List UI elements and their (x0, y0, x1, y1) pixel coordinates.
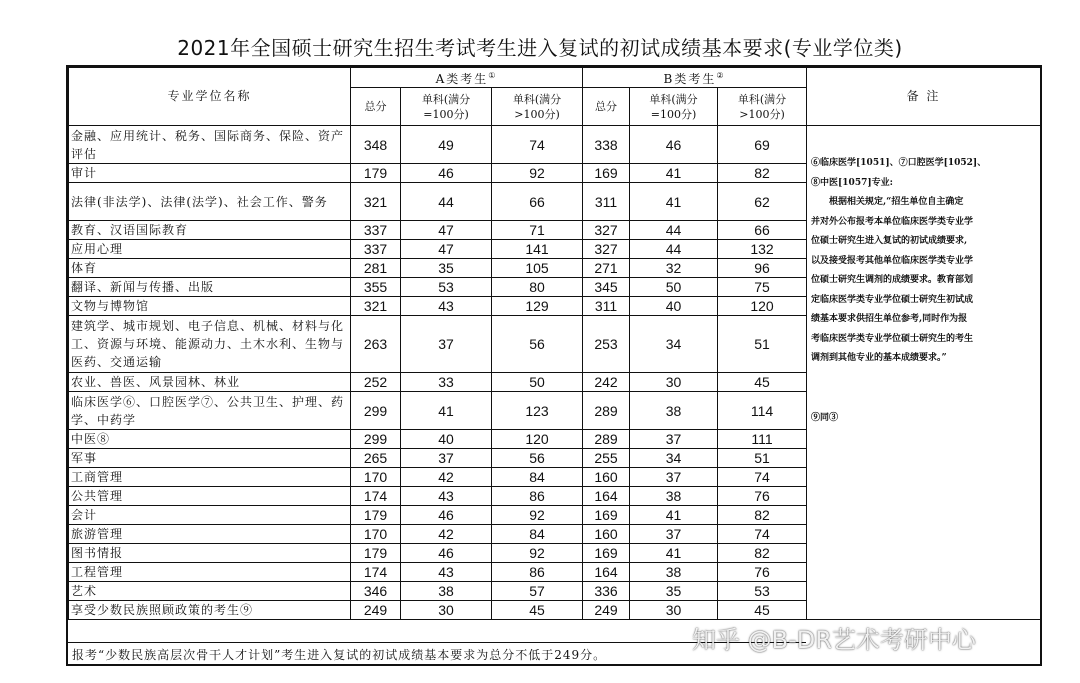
header-group-a: A类考生① (351, 68, 583, 88)
score-b-total: 160 (583, 468, 630, 487)
major-name: 会计 (69, 506, 351, 525)
score-a-total: 355 (351, 278, 401, 297)
score-a-s2: 56 (492, 449, 583, 468)
score-a-total: 179 (351, 544, 401, 563)
header-b-single-100: 单科(满分 =100分) (630, 88, 718, 126)
header-group-b: B类考生② (583, 68, 807, 88)
score-b-s2: 62 (718, 183, 807, 221)
notes-line: 根据相关规定,“招生单位自主确定 (811, 197, 964, 207)
score-b-total: 271 (583, 259, 630, 278)
major-name: 建筑学、城市规划、电子信息、机械、材料与化工、资源与环境、能源动力、土木水利、生物与医药、交通运输 (69, 316, 351, 373)
score-b-s1: 41 (630, 506, 718, 525)
notes-line: 考临床医学类专业学位硕士研究生的考生 (811, 333, 974, 344)
score-a-s2: 141 (492, 240, 583, 259)
score-b-s1: 35 (630, 582, 718, 601)
header-a-single-gt100: 单科(满分 >100分) (492, 88, 583, 126)
score-a-s1: 38 (401, 582, 492, 601)
score-a-total: 321 (351, 183, 401, 221)
score-b-s1: 41 (630, 544, 718, 563)
score-a-s1: 30 (401, 601, 492, 620)
score-b-total: 169 (583, 164, 630, 183)
notes-line: ⑨同③ (811, 412, 839, 423)
score-a-s2: 50 (492, 373, 583, 392)
major-name: 工程管理 (69, 563, 351, 582)
score-a-s1: 41 (401, 392, 492, 430)
score-a-total: 299 (351, 430, 401, 449)
score-a-s1: 46 (401, 506, 492, 525)
score-b-total: 255 (583, 449, 630, 468)
score-a-s1: 43 (401, 297, 492, 316)
notes-line: 定临床医学类专业学位硕士研究生初试成 (811, 294, 974, 305)
score-b-s2: 45 (718, 601, 807, 620)
score-b-total: 311 (583, 183, 630, 221)
score-a-total: 337 (351, 221, 401, 240)
major-name: 农业、兽医、风景园林、林业 (69, 373, 351, 392)
score-table (66, 65, 1042, 666)
score-b-s1: 37 (630, 525, 718, 544)
score-a-s2: 84 (492, 468, 583, 487)
major-name: 中医⑧ (69, 430, 351, 449)
score-a-s2: 74 (492, 126, 583, 164)
header-b-single-gt100: 单科(满分 >100分) (718, 88, 807, 126)
major-name: 公共管理 (69, 487, 351, 506)
score-a-total: 263 (351, 316, 401, 373)
score-a-total: 299 (351, 392, 401, 430)
major-name: 享受少数民族照顾政策的考生⑨ (69, 601, 351, 620)
score-b-s1: 32 (630, 259, 718, 278)
score-b-s2: 76 (718, 563, 807, 582)
score-a-total: 281 (351, 259, 401, 278)
score-b-total: 336 (583, 582, 630, 601)
score-a-s2: 84 (492, 525, 583, 544)
score-b-s1: 30 (630, 601, 718, 620)
score-a-s2: 45 (492, 601, 583, 620)
score-a-s1: 42 (401, 468, 492, 487)
notes-line: 以及接受报考其他单位临床医学类专业学 (811, 255, 974, 266)
header-notes: 备 注 (807, 68, 1041, 126)
score-b-total: 311 (583, 297, 630, 316)
score-b-total: 164 (583, 563, 630, 582)
score-a-s1: 33 (401, 373, 492, 392)
score-b-s2: 132 (718, 240, 807, 259)
score-b-s2: 82 (718, 506, 807, 525)
score-b-total: 169 (583, 544, 630, 563)
notes-line: 位硕士研究生调剂的成绩要求。教育部划 (811, 275, 974, 285)
score-b-s1: 50 (630, 278, 718, 297)
score-a-total: 337 (351, 240, 401, 259)
score-a-total: 346 (351, 582, 401, 601)
major-name: 应用心理 (69, 240, 351, 259)
score-a-s2: 80 (492, 278, 583, 297)
score-b-total: 169 (583, 506, 630, 525)
score-b-s2: 69 (718, 126, 807, 164)
score-a-s1: 53 (401, 278, 492, 297)
score-a-s1: 37 (401, 449, 492, 468)
score-b-s2: 66 (718, 221, 807, 240)
score-b-s1: 38 (630, 563, 718, 582)
score-b-total: 327 (583, 240, 630, 259)
score-b-s2: 51 (718, 316, 807, 373)
notes-line: 位硕士研究生进入复试的初试成绩要求, (811, 236, 968, 246)
notes-line: 绩基本要求供招生单位参考,同时作为报 (811, 314, 968, 324)
notes-line: ⑧中医[1057]专业: (811, 177, 893, 188)
score-a-total: 170 (351, 525, 401, 544)
score-a-total: 170 (351, 468, 401, 487)
major-name: 旅游管理 (69, 525, 351, 544)
header-a-single-100: 单科(满分 =100分) (401, 88, 492, 126)
page-title: 2021年全国硕士研究生招生考试考生进入复试的初试成绩基本要求(专业学位类) (177, 36, 903, 60)
score-a-s2: 120 (492, 430, 583, 449)
score-a-s1: 47 (401, 240, 492, 259)
score-a-total: 179 (351, 506, 401, 525)
score-b-s2: 53 (718, 582, 807, 601)
score-a-total: 265 (351, 449, 401, 468)
score-b-s2: 96 (718, 259, 807, 278)
score-a-total: 321 (351, 297, 401, 316)
score-a-s1: 35 (401, 259, 492, 278)
header-b-total: 总分 (583, 88, 630, 126)
major-name: 艺术 (69, 582, 351, 601)
score-a-s2: 105 (492, 259, 583, 278)
score-a-s2: 71 (492, 221, 583, 240)
major-name: 翻译、新闻与传播、出版 (69, 278, 351, 297)
score-b-total: 289 (583, 392, 630, 430)
notes-cell (807, 126, 1041, 620)
score-b-total: 327 (583, 221, 630, 240)
score-a-s2: 123 (492, 392, 583, 430)
score-a-s2: 86 (492, 487, 583, 506)
score-b-s1: 37 (630, 430, 718, 449)
score-b-s1: 44 (630, 221, 718, 240)
notes-line: ⑥临床医学[1051]、⑦口腔医学[1052]、 (811, 158, 987, 168)
score-a-total: 252 (351, 373, 401, 392)
score-b-total: 249 (583, 601, 630, 620)
score-b-s1: 38 (630, 392, 718, 430)
watermark: 知乎 @B-DR艺术考研中心 (692, 626, 976, 654)
score-b-s1: 38 (630, 487, 718, 506)
score-b-s1: 37 (630, 468, 718, 487)
major-name: 体育 (69, 259, 351, 278)
score-b-s1: 30 (630, 373, 718, 392)
score-a-total: 174 (351, 563, 401, 582)
major-name: 图书情报 (69, 544, 351, 563)
score-a-total: 174 (351, 487, 401, 506)
score-b-s2: 75 (718, 278, 807, 297)
score-a-s1: 37 (401, 316, 492, 373)
score-b-s2: 111 (718, 430, 807, 449)
major-name: 文物与博物馆 (69, 297, 351, 316)
score-b-s1: 40 (630, 297, 718, 316)
score-b-total: 164 (583, 487, 630, 506)
score-a-s2: 56 (492, 316, 583, 373)
score-a-total: 249 (351, 601, 401, 620)
table-row (69, 126, 1041, 164)
score-a-s1: 43 (401, 487, 492, 506)
major-name: 审计 (69, 164, 351, 183)
score-b-s1: 41 (630, 183, 718, 221)
major-name: 临床医学⑥、口腔医学⑦、公共卫生、护理、药学、中药学 (69, 392, 351, 430)
header-major-name: 专业学位名称 (69, 68, 351, 126)
score-a-total: 179 (351, 164, 401, 183)
score-a-s1: 44 (401, 183, 492, 221)
score-a-s1: 43 (401, 563, 492, 582)
score-a-s1: 46 (401, 544, 492, 563)
score-b-s2: 82 (718, 544, 807, 563)
score-b-s1: 34 (630, 449, 718, 468)
score-a-s2: 57 (492, 582, 583, 601)
score-b-s2: 120 (718, 297, 807, 316)
score-a-s2: 66 (492, 183, 583, 221)
score-b-s1: 44 (630, 240, 718, 259)
score-a-total: 348 (351, 126, 401, 164)
score-b-total: 345 (583, 278, 630, 297)
notes-line: 调剂到其他专业的基本成绩要求。” (811, 353, 947, 363)
score-a-s1: 40 (401, 430, 492, 449)
footer-note: 报考“少数民族高层次骨干人才计划”考生进入复试的初试成绩基本要求为总分不低于249分。 (68, 642, 806, 666)
score-b-s2: 74 (718, 525, 807, 544)
score-b-s2: 74 (718, 468, 807, 487)
notes-line: 并对外公布报考本单位临床医学类专业学 (811, 216, 974, 227)
score-b-s2: 114 (718, 392, 807, 430)
score-a-s2: 86 (492, 563, 583, 582)
score-b-total: 160 (583, 525, 630, 544)
score-b-s2: 82 (718, 164, 807, 183)
score-b-total: 289 (583, 430, 630, 449)
score-b-s1: 41 (630, 164, 718, 183)
major-name: 法律(非法学)、法律(法学)、社会工作、警务 (69, 183, 351, 221)
score-b-s2: 76 (718, 487, 807, 506)
major-name: 工商管理 (69, 468, 351, 487)
score-a-s2: 92 (492, 544, 583, 563)
score-b-total: 242 (583, 373, 630, 392)
score-b-s1: 34 (630, 316, 718, 373)
score-b-s2: 51 (718, 449, 807, 468)
score-b-s1: 46 (630, 126, 718, 164)
score-b-total: 253 (583, 316, 630, 373)
score-b-total: 338 (583, 126, 630, 164)
major-name: 军事 (69, 449, 351, 468)
score-a-s2: 92 (492, 164, 583, 183)
notes-text (807, 126, 1040, 428)
major-name: 教育、汉语国际教育 (69, 221, 351, 240)
header-a-total: 总分 (351, 88, 401, 126)
score-a-s1: 47 (401, 221, 492, 240)
score-b-s2: 45 (718, 373, 807, 392)
major-name: 金融、应用统计、税务、国际商务、保险、资产评估 (69, 126, 351, 164)
score-a-s1: 42 (401, 525, 492, 544)
score-a-s1: 49 (401, 126, 492, 164)
score-a-s1: 46 (401, 164, 492, 183)
score-a-s2: 129 (492, 297, 583, 316)
score-a-s2: 92 (492, 506, 583, 525)
